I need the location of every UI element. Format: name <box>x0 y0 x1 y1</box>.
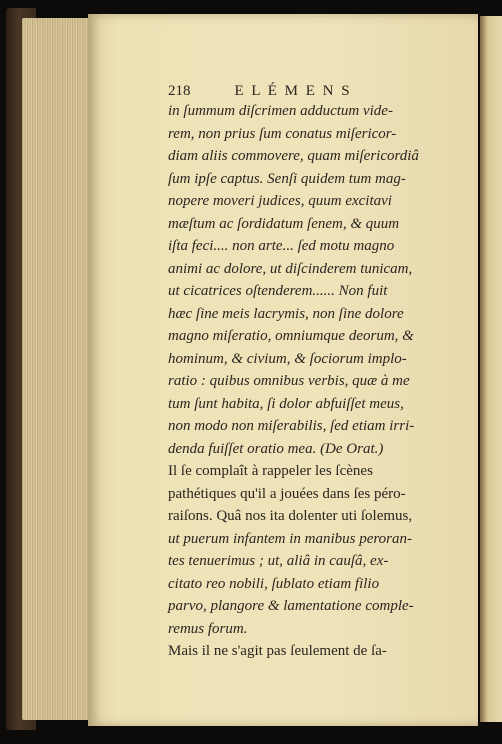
text-line: denda fuiſſet oratio mea. (De Orat.) <box>168 440 384 457</box>
text-line: ſum ipſe captus. Senſi quidem tum mag- <box>168 170 406 187</box>
text-line: in ſummum diſcrimen adductum vide- <box>168 103 393 119</box>
text-line: hæc ſine meis lacrymis, non ſine dolore <box>168 305 404 322</box>
text-line: iſta feci.... non arte... ſed motu magno <box>168 238 395 254</box>
text-line: ut cicatrices oſtenderem...... Non fuit <box>168 283 388 299</box>
text-line: diam aliis commovere, quam miſericordiâ <box>168 148 419 164</box>
text-line: magno miſeratio, omniumque deorum, & <box>168 328 414 344</box>
text-line: tes tenuerimus ; ut, aliâ in cauſâ, ex- <box>168 553 389 569</box>
text-line: animi ac dolore, ut diſcinderem tunicam, <box>168 260 413 277</box>
text-line: ut puerum infantem in manibus peroran- <box>168 530 413 547</box>
body-text <box>168 100 458 663</box>
text-line: Mais il ne s'agit pas ſeulement de ſa- <box>168 643 387 659</box>
text-line: tum ſunt habita, ſi dolor abfuiſſet meus, <box>168 395 404 412</box>
text-line: pathétiques qu'il a jouées dans ſes péro- <box>168 485 406 502</box>
text-line: Il ſe complaît à rappeler les ſcènes <box>168 463 373 479</box>
text-line: rem, non prius ſum conatus miſericor- <box>168 125 397 142</box>
text-line: citato reo nobili, ſublato etiam filio <box>168 575 380 592</box>
page-number: 218 <box>168 83 191 99</box>
page-header <box>168 80 458 100</box>
text-line: mæſtum ac ſordidatum ſenem, & quum <box>168 215 400 232</box>
page-text <box>168 80 458 663</box>
text-line: raiſons. Quâ nos ita dolenter uti ſolemus, <box>168 508 413 524</box>
running-head: E L É M E N S <box>234 83 352 99</box>
text-line: non modo non miſerabilis, ſed etiam irri- <box>168 418 415 434</box>
text-line: nopere moveri judices, quum excitavi <box>168 193 392 209</box>
text-line: parvo, plangore & lamentatione comple- <box>168 598 414 614</box>
page-edges <box>22 18 94 720</box>
facing-page-edge <box>480 16 502 722</box>
text-line: hominum, & civium, & ſociorum implo- <box>168 350 407 367</box>
text-line: remus forum. <box>168 620 248 637</box>
text-line: ratio : quibus omnibus verbis, quæ à me <box>168 373 410 389</box>
